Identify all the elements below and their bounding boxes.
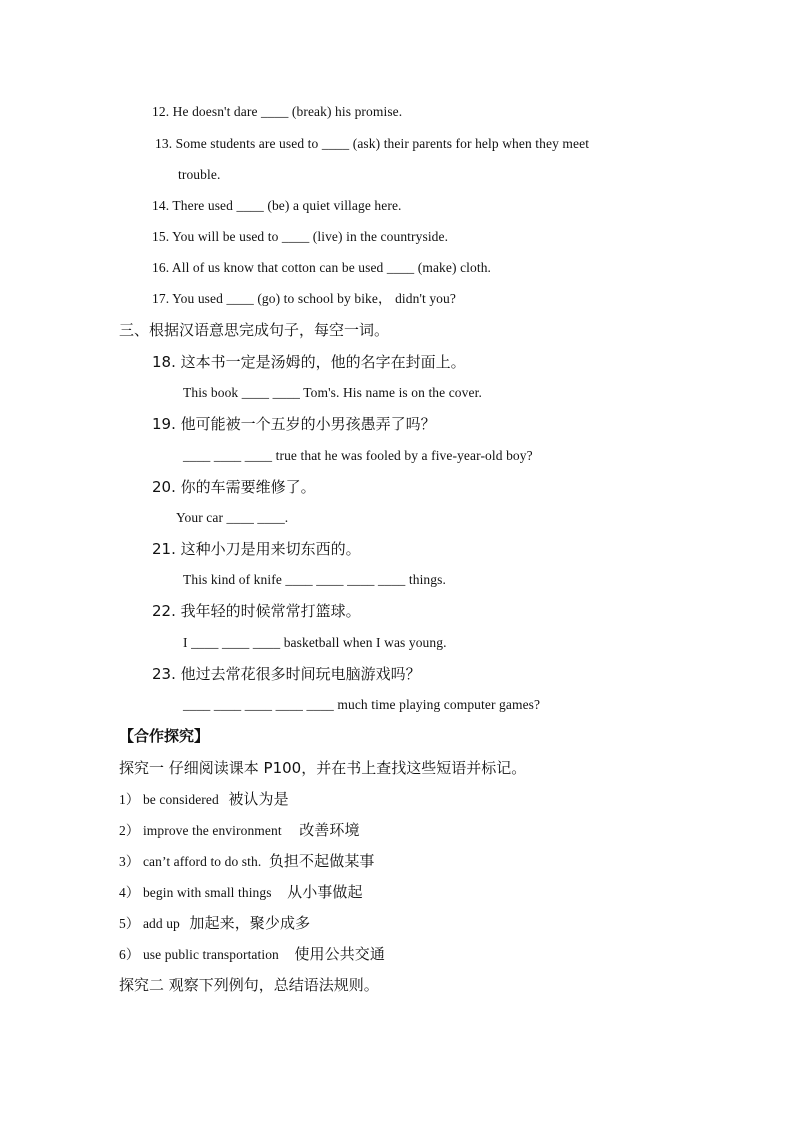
phrase-english: begin with small things [142,885,272,900]
phrase-chinese: 使用公共交通 [294,945,386,963]
exercise-item-17: 17. You used ____ (go) to school by bike， didn't you? [152,291,456,306]
phrase-english: use public transportation [142,947,279,962]
exercise-item-14: 14. There used ____ (be) a quiet village here. [152,198,402,213]
phrase-number: 1） [119,792,140,807]
phrase-number: 4） [119,885,140,900]
exercise-item-15: 15. You will be used to ____ (live) in the countryside. [152,229,449,244]
phrase-row-5 [119,914,310,933]
phrase-row-2 [119,821,360,840]
phrase-english: add up [142,916,180,931]
translation-item-22-en: I ____ ____ ____ basketball when I was young. [183,635,447,650]
exercise-item-13: 13. Some students are used to ____ (ask) their parents for help when they meet [155,136,590,151]
translation-item-23-cn: 23. 他过去常花很多时间玩电脑游戏吗？ [152,665,421,683]
phrase-chinese: 改善环境 [299,821,360,839]
exercise-item-13-cont: trouble. [178,167,221,182]
translation-item-19-cn: 19. 他可能被一个五岁的小男孩愚弄了吗？ [152,415,436,433]
phrase-chinese: 加起来，聚少成多 [189,914,311,932]
section-3-heading: 三、根据汉语意思完成句子，每空一词。 [119,321,390,339]
translation-item-21-en: This kind of knife ____ ____ ____ ____ things. [183,572,446,587]
exercise-item-16: 16. All of us know that cotton can be used ____ (make) cloth. [152,260,492,275]
translation-item-20-cn: 20. 你的车需要维修了。 [152,478,316,496]
translation-item-22-cn: 22. 我年轻的时候常常打篮球。 [152,602,361,620]
phrase-english: improve the environment [142,823,282,838]
translation-item-19-en: ____ ____ ____ true that he was fooled by a five-year-old boy? [183,448,533,463]
translation-item-21-cn: 21. 这种小刀是用来切东西的。 [152,540,361,558]
phrase-number: 2） [119,823,140,838]
phrase-row-6 [119,945,385,964]
phrase-english: can’t afford to do sth. [142,854,262,869]
phrase-number: 6） [119,947,140,962]
phrase-chinese: 被认为是 [228,790,289,808]
translation-item-18-en: This book ____ ____ Tom's. His name is on the cover. [183,385,482,400]
phrase-chinese: 负担不起做某事 [268,852,375,870]
explore-2-heading: 探究二 观察下列例句，总结语法规则。 [119,976,379,994]
translation-item-20-en: Your car ____ ____. [176,510,289,525]
coop-heading: 【合作探究】 [119,727,210,745]
phrase-chinese: 从小事做起 [287,883,363,901]
phrase-row-1 [119,790,289,809]
phrase-number: 5） [119,916,140,931]
translation-item-18-cn: 18. 这本书一定是汤姆的，他的名字在封面上。 [152,353,466,371]
phrase-number: 3） [119,854,140,869]
phrase-english: be considered [142,792,219,807]
explore-1-heading: 探究一 仔细阅读课本 P100，并在书上查找这些短语并标记。 [119,759,527,777]
phrase-row-3 [119,852,375,871]
translation-item-23-en: ____ ____ ____ ____ ____ much time playing computer games? [183,697,541,712]
exercise-item-12: 12. He doesn't dare ____ (break) his promise. [152,104,403,119]
phrase-row-4 [119,883,363,902]
